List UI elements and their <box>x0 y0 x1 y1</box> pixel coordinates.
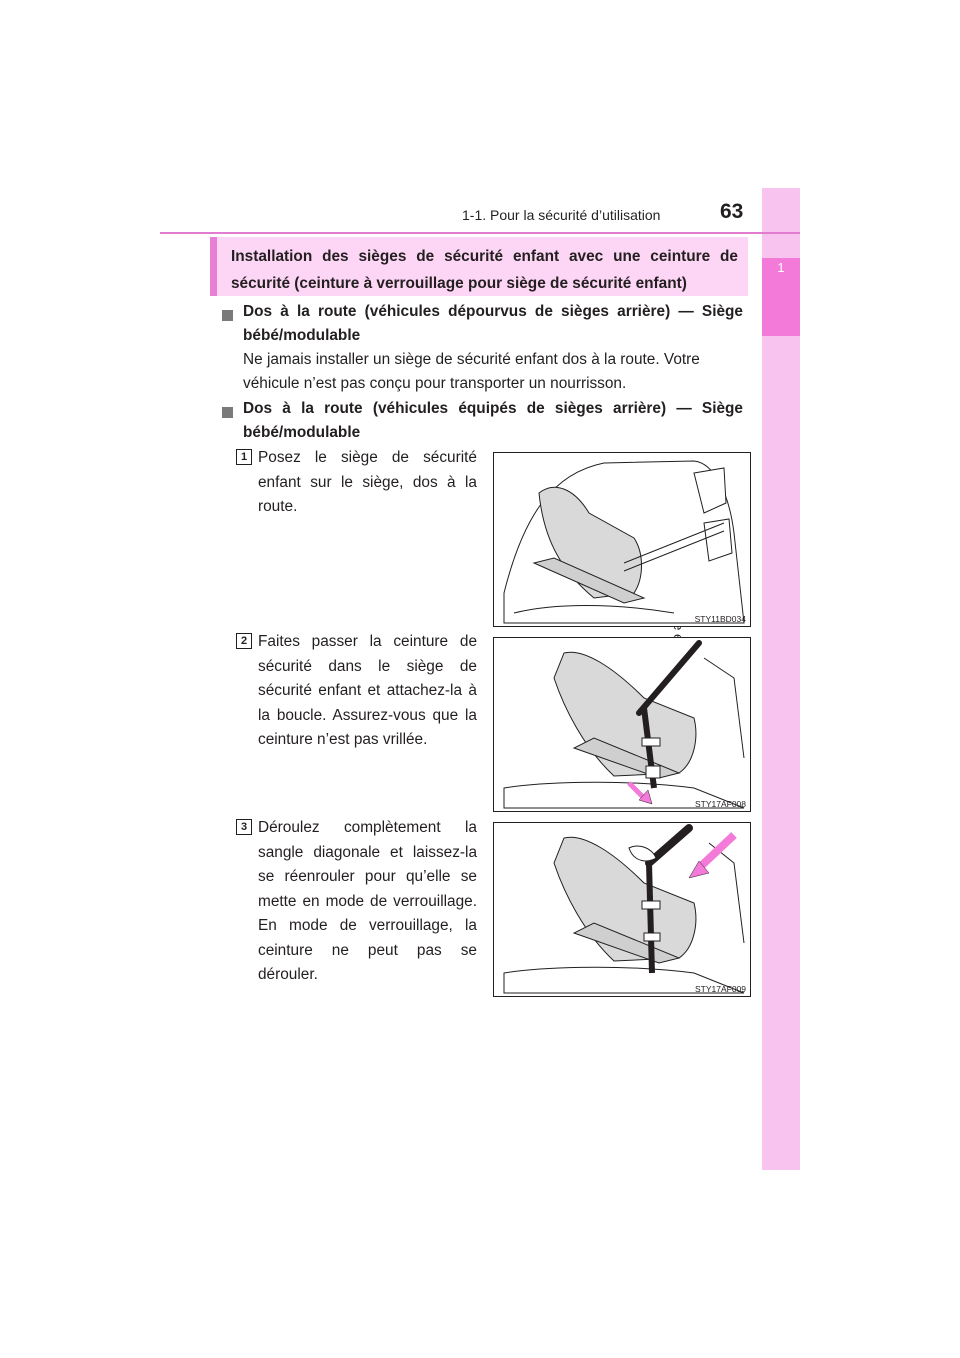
header-rule <box>160 232 800 234</box>
car-seat-illustration <box>494 453 750 626</box>
bullet-square <box>222 403 240 427</box>
step-figure <box>493 452 751 627</box>
figure-code: STY17AF009 <box>694 984 746 994</box>
belt-routing-illustration <box>494 638 750 811</box>
page-number: 63 <box>720 200 744 223</box>
running-header: 1-1. Pour la sécurité d’utilisation <box>462 207 661 223</box>
figure-code: STY17AF008 <box>694 799 746 809</box>
step-number: 3 <box>236 819 252 835</box>
step-figure <box>493 637 751 812</box>
step-text: Faites passer la ceinture de sécurité dans le siège de sécurité enfant et attachez-la à la boucle. Assurez-vous que la ceinture n’est pas vrillée. <box>258 633 477 748</box>
block-heading: Dos à la route (véhicules dépourvus de sièges arrière) — Siège bébé/modulable <box>243 303 743 344</box>
section-title-box: Installation des sièges de sécurité enfant avec une ceinture de sécurité (ceinture à verrouillage pour siège de sécurité enfant) <box>210 237 748 296</box>
step-number: 1 <box>236 449 252 465</box>
belt-lock-illustration <box>494 823 750 996</box>
block-heading: Dos à la route (véhicules équipés de sièges arrière) — Siège bébé/modulable <box>243 400 743 441</box>
step-text: Déroulez complètement la sangle diagonale et laissez-la se réenrouler pour qu’elle se mette en mode de verrouillage. En mode de verrouillage, la ceinture ne peut pas se dérouler. <box>258 819 477 983</box>
bullet-square <box>222 306 240 330</box>
figure-code: STY11BD034 <box>694 614 746 624</box>
chapter-number: 1 <box>762 258 800 336</box>
step-figure <box>493 822 751 997</box>
step-number: 2 <box>236 633 252 649</box>
step-text: Posez le siège de sécurité enfant sur le siège, dos à la route. <box>258 449 477 515</box>
block-text: Ne jamais installer un siège de sécurité enfant dos à la route. Votre véhicule n’est pas conçu pour transporter un nourrisson. <box>243 351 700 392</box>
